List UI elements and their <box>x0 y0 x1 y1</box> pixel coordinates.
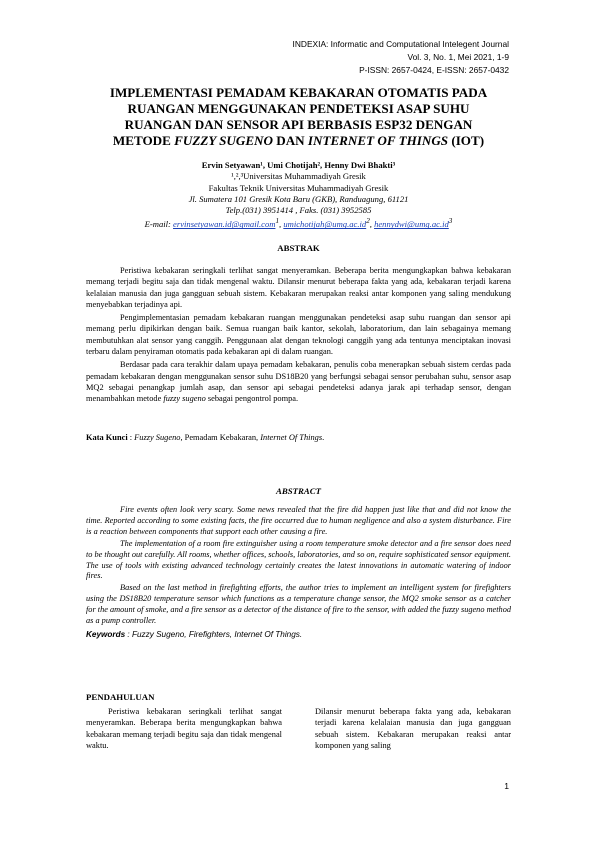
journal-name: INDEXIA: Informatic and Computational Intelegent Journal <box>292 39 509 49</box>
keywords-line <box>86 630 511 639</box>
abstract-body <box>86 505 511 628</box>
email-separator: , <box>369 219 375 230</box>
title-italic: INTERNET OF THINGS <box>307 133 449 148</box>
pendahuluan-right-text: Dilansir menurut beberapa fakta yang ada, kebakaran terjadi karena kelalaian manusia dan juga gangguan sebuah sistem. Kebakaran merupakan reaksi antar komponen yang saling <box>315 707 511 750</box>
author-phone: Telp.(031) 3951414 , Faks. (031) 3952585 <box>225 205 372 216</box>
abstrak-p3-italic: fuzzy sugeno <box>163 394 206 404</box>
title-line-4 <box>86 133 511 149</box>
title-text: DAN <box>272 133 308 148</box>
abstract-paragraph-1: Fire events often look very scary. Some news revealed that the fire did happen just like that and did not know the time. Reported according to some existing facts, the fire occurred due to human negligence and also a system disturbance. Fire is a reaction between components that support each other causing a fire. <box>86 505 511 536</box>
email-link-2[interactable]: umichotijah@umg.ac.id <box>283 219 367 230</box>
pendahuluan-left-text: Peristiwa kebakaran seringkali terlihat sangat menyeramkan. Beberapa berita mengungkapkan bahwa kebakaran memang terjadi begitu saja dan tidak mengenal waktu. <box>86 707 282 750</box>
title-line-1: IMPLEMENTASI PEMADAM KEBAKARAN OTOMATIS PADA <box>109 85 488 100</box>
email-link-1[interactable]: ervinsetyawan.id@gmail.com <box>173 219 276 230</box>
kata-kunci-item: Fuzzy Sugeno <box>134 433 181 442</box>
kata-kunci <box>86 433 511 442</box>
kata-kunci-item: , Pemadam Kebakaran, <box>180 433 261 442</box>
title-line-3: RUANGAN DAN SENSOR API BERBASIS ESP32 DENGAN <box>124 117 473 132</box>
journal-header <box>209 38 509 77</box>
email-separator: , <box>279 219 284 230</box>
kata-kunci-end: . <box>322 433 325 442</box>
abstrak-paragraph-1: Peristiwa kebakaran seringkali terlihat sangat menyeramkan. Beberapa berita mengungkapkan bahwa kebakaran memang terjadi begitu saja dan tidak mengenal waktu. Dilansir menurut beberapa fakta yang ada, kebakaran terjadi karena kelalaian manusia dan juga gangguan sebuah sistem. Kebakaran merupakan reaksi antar komponen yang saling mendukung menyebabkan terjadinya api. <box>86 266 511 309</box>
keywords-label: Keywords <box>86 630 126 639</box>
abstrak-body <box>86 265 511 407</box>
title-text: METODE <box>112 133 175 148</box>
email-sup-1: 1 <box>275 217 280 226</box>
pendahuluan-heading: PENDAHULUAN <box>86 692 155 702</box>
journal-issn: P-ISSN: 2657-0424, E-ISSN: 2657-0432 <box>359 65 509 75</box>
author-university: ¹,²,³Universitas Muhammadiyah Gresik <box>231 171 366 182</box>
email-sup-3: 3 <box>448 217 453 226</box>
page-number: 1 <box>504 781 509 791</box>
author-block <box>86 160 511 231</box>
pendahuluan-left-column <box>86 706 282 751</box>
abstract-heading: ABSTRACT <box>276 486 321 496</box>
abstrak-paragraph-3 <box>86 359 511 404</box>
email-label: E-mail: <box>144 219 174 230</box>
keywords-text: : Fuzzy Sugeno, Firefighters, Internet Of Things. <box>125 630 303 639</box>
kata-kunci-colon: : <box>127 433 135 442</box>
pendahuluan-right-column <box>315 706 511 751</box>
email-link-3[interactable]: hennydwi@umg.ac.id <box>374 219 449 230</box>
email-sup-2: 2 <box>366 217 370 226</box>
abstrak-heading: ABSTRAK <box>277 243 320 253</box>
journal-volume: Vol. 3, No. 1, Mei 2021, 1-9 <box>407 52 509 62</box>
author-names: Ervin Setyawan¹, Umi Chotijah², Henny Dwi Bhakti³ <box>201 160 396 170</box>
author-emails <box>86 216 511 230</box>
title-line-2: RUANGAN MENGGUNAKAN PENDETEKSI ASAP SUHU <box>127 101 470 116</box>
abstrak-p3-text: sebagai pengontrol pompa. <box>205 394 299 404</box>
title-italic: FUZZY SUGENO <box>174 133 273 148</box>
abstrak-p3-text: Berdasar pada cara terakhir dalam upaya pemadam kebakaran, penulis coba menerapkan sebuah sistem cerdas pada pemadam kebakaran dengan menggunakan sensor suhu DS18B20 yang berfungsi sebagai sensor perubahan suhu, sensor asap MQ2 sebagai penangkap jumlah asap, dan sensor api sebagai pendeteksi adanya jarak api terhadap sensor, dengan menambahkan metode <box>86 360 511 404</box>
author-address: Jl. Sumatera 101 Gresik Kota Baru (GKB), Randuagung, 61121 <box>188 193 409 204</box>
paper-title <box>86 85 511 149</box>
kata-kunci-item: Internet Of Things <box>260 433 323 442</box>
title-text: (IOT) <box>448 133 485 148</box>
abstract-paragraph-3: Based on the last method in firefighting efforts, the author tries to implement an intelligent system for firefighters using the DS18B20 temperature sensor which functions as a temperature change sensor, the MQ2 smoke sensor as a catcher for the amount of smoke, and a fire sensor as a detector of the distance of fire to the sensor, with added the fuzzy sugeno method as a pump controller. <box>86 583 511 626</box>
kata-kunci-label: Kata Kunci <box>86 433 128 442</box>
abstrak-paragraph-2: Pengimplementasian pemadam kebakaran ruangan menggunakan pendeteksi asap suhu ruangan dan sensor api memang perlu dipikirkan dengan baik. Semua ruangan baik kantor, sekolah, laboratorium, dan lain sebagainya memang membutuhkan alat sensor yang canggih. Penggunaan alat dengan teknologi canggih yang ada tentunya menciptakan inovasi terbaru dalam penyiraman otomatis pada kebakaran api di dalam ruangan. <box>86 313 511 357</box>
abstract-paragraph-2: The implementation of a room fire extinguisher using a room temperature smoke detector and a fire sensor does need to be thought out carefully. All rooms, whether offices, schools, laboratories, and so on, require sophisticated sensor equipment. The use of tools with existing advanced technology certainly creates the latest innovations in automatic watering of indoor fires. <box>86 538 511 581</box>
author-faculty: Fakultas Teknik Universitas Muhammadiyah Gresik <box>208 182 389 193</box>
